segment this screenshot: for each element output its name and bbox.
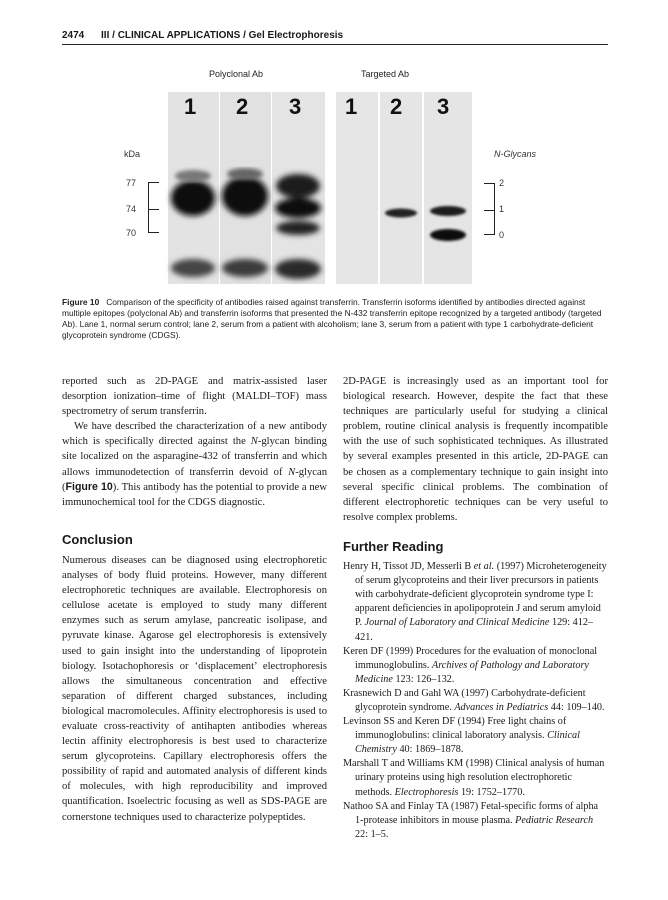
band-poly-1-lower bbox=[171, 259, 215, 277]
lane-number-target-3: 3 bbox=[437, 94, 450, 119]
reference-item: Keren DF (1999) Procedures for the evaluation of monoclonal immunoglobulins. Archives of Pathology and Laboratory Medicine 123: 126–132. bbox=[343, 645, 598, 685]
gel-lane-targeted-3 bbox=[424, 92, 472, 284]
caption-text: Comparison of the specificity of antibodies raised against transferrin. Transferrin isoforms identified by antibodies directed against multiple epitopes (polyclonal Ab) and transferrin isoforms that presented the N-432 transferrin epitope recognized by a targeted antibody (targeted Ab). Lane 1, normal serum control; lane 2, serum from a patient with alcoholism; lane 3, serum from a patient with type 1 carbohydrate-deficient glycoprotein syndrome (CDGS). bbox=[62, 297, 602, 340]
header-rule bbox=[62, 44, 608, 45]
band-target-2 bbox=[385, 209, 417, 218]
page-number: 2474 bbox=[62, 30, 85, 41]
band-target-3-upper bbox=[430, 206, 466, 216]
paragraph: reported such as 2D-PAGE and matrix-assisted laser desorption ionization–time of flight (MALDI–TOF) mass spectrometry of serum transferrin. bbox=[62, 376, 327, 418]
reference-list bbox=[343, 560, 608, 842]
panel-title-polyclonal: Polyclonal Ab bbox=[209, 69, 264, 79]
reference-item: Henry H, Tissot JD, Messerli B et al. (1997) Microheterogeneity of serum glycoproteins and their liver precursors in patients with carbohydrate-deficient glycoprotein syndrome type I: apparent deficiencies in apolipoprotein J and serum amyloid P. Journal of Laboratory and Clinical Medicine 129: 412–421. bbox=[343, 561, 607, 643]
section-heading-further-reading: Further Reading bbox=[343, 538, 444, 554]
band-poly-2-lower bbox=[222, 259, 268, 277]
lane-number-target-2: 2 bbox=[390, 94, 403, 119]
glycan-tick-1: 1 bbox=[499, 204, 505, 214]
reference-item: Marshall T and Williams KM (1998) Clinical analysis of human urinary proteins using high resolution electrophoretic methods. Electrophoresis 19: 1752–1770. bbox=[343, 758, 605, 798]
kda-tick-74: 74 bbox=[126, 204, 137, 214]
kda-tick-77: 77 bbox=[126, 178, 137, 188]
lane-number-poly-1: 1 bbox=[184, 94, 197, 119]
gel-lane-targeted-2 bbox=[380, 92, 422, 284]
band-poly-3-low bbox=[276, 221, 320, 235]
paragraph: Numerous diseases can be diagnosed using electrophoretic analyses of body fluid proteins. However, many different electrophoretic techniques are available. Electrophoresis on cellulose acetate is employed to study many different enzymes such as serum amylase, pancreatic isolipase, and pyruvate kinase. Agarose gel electrophoresis is extensively used to gain insight into the understanding of lipoprotein biology. Isotachophoresis or ‘displacement’ electrophoresis allows the simultaneous concentration and effective separation of different charged substances, including biological macromolecules. Affinity electrophoresis is used to evaluate cross-reactivity of antihapten antibodies whereas lectin affinity electrophoresis is best used to characterize serum glycoproteins. Capillary electrophoresis offers the possibility of rapid and automated analysis of different kinds of molecules, with high reproducibility and improved quantification. Isoelectric focusing as well as SDS-PAGE are cornerstone techniques used to characterize polypeptides. bbox=[62, 554, 327, 823]
figure-ref-link: Figure 10 bbox=[65, 480, 113, 493]
glycan-tick-0: 0 bbox=[499, 230, 505, 240]
kda-tick-70: 70 bbox=[126, 228, 137, 238]
gel-image bbox=[62, 56, 608, 286]
lane-number-target-1: 1 bbox=[345, 94, 358, 119]
caption-label: Figure 10 bbox=[62, 297, 100, 307]
band-poly-3-upper bbox=[276, 174, 320, 198]
lane-number-poly-2: 2 bbox=[236, 94, 249, 119]
band-poly-1-main bbox=[171, 180, 215, 216]
glycan-bracket-upper bbox=[484, 183, 495, 211]
panel-title-targeted: Targeted Ab bbox=[361, 69, 410, 79]
glycan-bracket-lower bbox=[484, 209, 495, 235]
band-poly-2-main bbox=[222, 176, 268, 216]
reference-item: Nathoo SA and Finlay TA (1987) Fetal-specific forms of alpha 1-protease inhibitors in mouse plasma. Pediatric Research 22: 1–5. bbox=[343, 800, 599, 840]
right-column bbox=[343, 374, 608, 842]
band-poly-3-lower bbox=[275, 259, 321, 279]
glycans-label: N-Glycans bbox=[494, 149, 537, 159]
kda-bracket-lower bbox=[148, 208, 159, 233]
running-title: III / CLINICAL APPLICATIONS / Gel Electrophoresis bbox=[101, 30, 344, 41]
running-header bbox=[62, 30, 608, 41]
gel-lane-targeted-1 bbox=[336, 92, 378, 284]
glycan-tick-2: 2 bbox=[499, 178, 505, 188]
paragraph: We have described the characterization of a new antibody which is specifically directed against the N-glycan binding site localized on the asparagine-432 of transferrin and which allows immunodetection of transferrin devoid of N-glycan (Figure 10). This antibody has the potential to provide a new immunochemical tool for the CDGS diagnostic. bbox=[62, 421, 328, 508]
band-target-3-lower bbox=[430, 229, 466, 241]
band-poly-3-mid bbox=[275, 198, 321, 218]
reference-item: Krasnewich D and Gahl WA (1997) Carbohydrate-deficient glycoprotein syndrome. Advances in Pediatrics 44: 109–140. bbox=[343, 687, 605, 713]
reference-item: Levinson SS and Keren DF (1994) Free light chains of immunoglobulins: clinical laboratory analysis. Clinical Chemistry 40: 1869–1878. bbox=[343, 716, 580, 756]
figure-10 bbox=[62, 56, 608, 286]
paragraph: 2D-PAGE is increasingly used as an important tool for biological research. However, despite the fact that these techniques are particularly useful for studying a clinical problem, routine clinical analysis is frequently incompatible with the use of such sophisticated techniques. As illustrated by several examples presented in this article, 2D-PAGE can be chosen as a complementary technique to gain insight into several specific clinical problems. The combination of different electrophoretic techniques can be very useful to resolve complex problems. bbox=[343, 376, 608, 523]
lane-number-poly-3: 3 bbox=[289, 94, 302, 119]
section-heading-conclusion: Conclusion bbox=[62, 531, 133, 547]
kda-label: kDa bbox=[124, 149, 141, 159]
kda-bracket-upper bbox=[148, 182, 159, 210]
figure-caption bbox=[62, 297, 608, 341]
left-column bbox=[62, 374, 327, 825]
